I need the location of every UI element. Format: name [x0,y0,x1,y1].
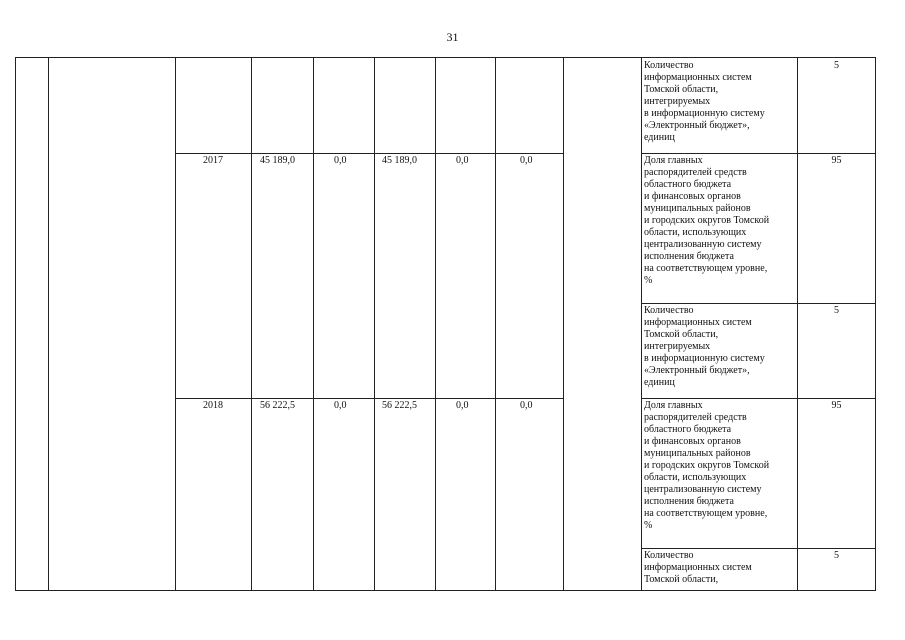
indicator-text: Доля главных распорядителей средств областного бюджета и финансовых органов муниципальных районов и городских округов Томской области, использующих централизованную систему исполнения бюджета на соответствующем уровне, % [644,400,770,531]
value-cell: 45 189,0 [382,155,417,166]
column-line [313,57,314,591]
indicator-text: Доля главных распорядителей средств областного бюджета и финансовых органов муниципальных районов и городских округов Томской области, использующих централизованную систему исполнения бюджета на соответствующем уровне, % [644,155,770,286]
column-line [251,57,252,591]
indicator-value: 5 [834,550,839,561]
value-cell: 0,0 [334,155,347,166]
column-line [495,57,496,591]
value-cell: 0,0 [456,400,469,411]
table-bottom-border [15,590,876,591]
column-line [15,57,16,591]
indicator-text: Количество информационных систем Томской области, интегрируемых в информационную систему «Электронный бюджет», единиц [644,60,765,143]
column-line [175,57,176,591]
table-top-border [15,57,876,58]
row-line [175,153,564,154]
indicator-value: 5 [834,305,839,316]
value-cell: 0,0 [456,155,469,166]
row-line [175,398,564,399]
column-line [797,57,798,591]
row-line [641,548,876,549]
column-line [875,57,876,591]
value-cell: 0,0 [520,155,533,166]
row-line [641,303,876,304]
page-number: 31 [446,30,459,44]
indicator-text: Количество информационных систем Томской области, [644,550,752,585]
value-cell: 0,0 [520,400,533,411]
value-cell: 56 222,5 [260,400,295,411]
value-cell: 56 222,5 [382,400,417,411]
indicator-value: 5 [834,60,839,71]
indicator-text: Количество информационных систем Томской области, интегрируемых в информационную систему «Электронный бюджет», единиц [644,305,765,388]
value-cell: 0,0 [334,400,347,411]
row-line [641,398,876,399]
column-line [48,57,49,591]
value-cell: 45 189,0 [260,155,295,166]
column-line [435,57,436,591]
column-line [641,57,642,591]
column-line [374,57,375,591]
year-cell: 2018 [203,400,223,411]
year-cell: 2017 [203,155,223,166]
indicator-value: 95 [831,400,842,411]
column-line [563,57,564,591]
indicator-value: 95 [831,155,842,166]
row-line [641,153,876,154]
